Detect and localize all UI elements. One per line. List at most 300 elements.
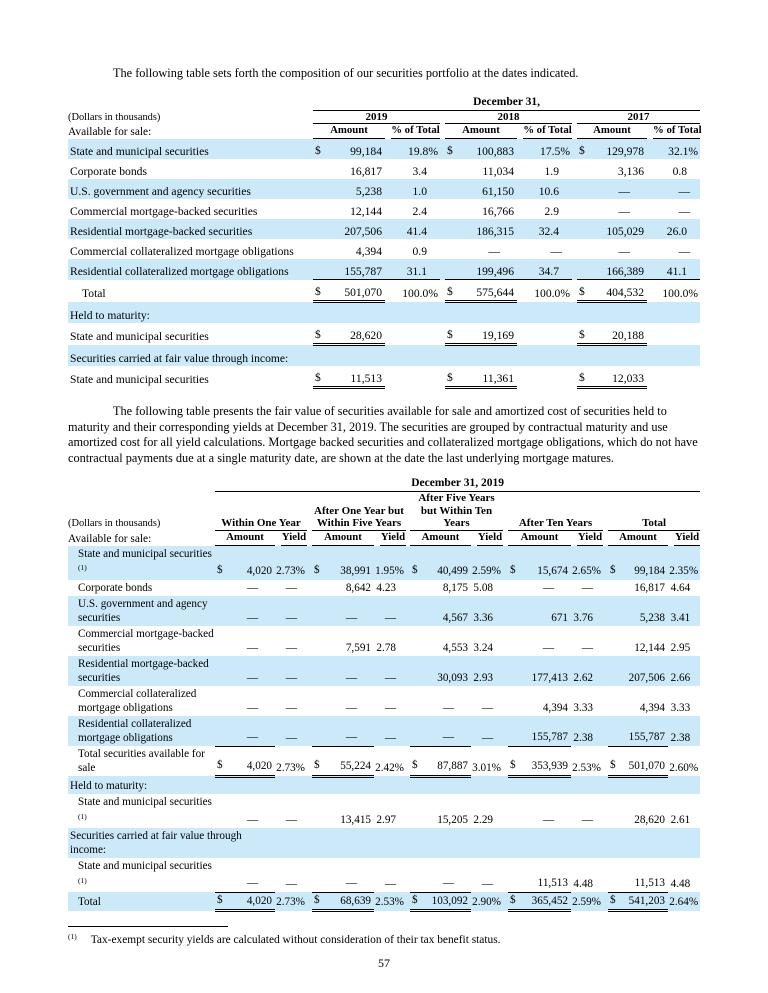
table-title-row <box>68 95 700 111</box>
cell-value: 4,020 <box>246 894 272 907</box>
cell-value: 2.97 <box>376 813 396 826</box>
column-header <box>508 530 571 546</box>
dollar-sign: $ <box>510 893 516 906</box>
dollar-sign: $ <box>412 759 418 772</box>
amount-cell <box>445 179 517 199</box>
available-for-sale-label: Available for sale: <box>68 126 152 139</box>
percent-cell <box>275 716 307 746</box>
column-header-label: Yield <box>380 531 406 546</box>
cell-value: 0.8 <box>672 164 688 178</box>
percent-cell <box>647 159 700 179</box>
percent-cell <box>517 280 572 302</box>
amount-cell <box>445 219 517 239</box>
cell-value: — <box>481 877 493 890</box>
amount-cell <box>410 746 471 776</box>
cell-value: 11,513 <box>350 371 382 385</box>
percent-cell <box>668 626 700 656</box>
amount-cell <box>215 746 275 776</box>
column-header <box>647 124 700 140</box>
amount-cell <box>577 280 647 302</box>
section-label-text: Held to maturity: <box>70 779 148 792</box>
cell-value: — <box>442 731 454 744</box>
footnote-text: Tax-exempt security yields are calculated without consideration of their tax benefit status. <box>90 934 501 947</box>
amount-cell <box>445 366 517 388</box>
percent-cell <box>647 323 700 345</box>
cell-value: — <box>384 671 396 684</box>
amount-cell <box>410 596 471 626</box>
cell-value: — <box>678 184 691 198</box>
percent-cell <box>374 686 406 716</box>
percent-cell <box>275 794 307 828</box>
securities-portfolio-table <box>68 95 700 390</box>
cell-value: 103,092 <box>431 894 468 907</box>
amount-cell <box>312 746 374 776</box>
cell-value: 7,591 <box>345 641 371 654</box>
dollar-sign: $ <box>315 284 321 298</box>
footnote-marker: (1) <box>68 932 77 942</box>
percent-cell <box>275 892 307 911</box>
amount-cell <box>313 139 385 159</box>
cell-value: 87,887 <box>437 760 468 773</box>
column-header-label: Amount <box>608 531 668 546</box>
cell-value: 3.41 <box>670 611 691 624</box>
percent-cell <box>471 686 503 716</box>
cell-value: 5.08 <box>473 581 493 594</box>
dollars-in-thousands-label: (Dollars in thousands) <box>68 518 161 530</box>
cell-value: 501,070 <box>344 285 382 299</box>
amount-cell <box>312 686 374 716</box>
row-label-text: U.S. government and agency securities <box>70 184 251 198</box>
percent-cell <box>571 858 603 892</box>
row-label <box>68 366 313 388</box>
cell-value: 34.7 <box>538 264 559 278</box>
dollar-sign: $ <box>314 564 320 577</box>
percent-cell <box>275 858 307 892</box>
percent-cell <box>385 139 440 159</box>
corner-blank <box>68 95 313 111</box>
percent-cell <box>471 746 503 776</box>
amount-cell <box>508 546 571 580</box>
cell-value: 16,817 <box>350 164 382 178</box>
cell-value: 3.01% <box>472 761 501 774</box>
amount-cell <box>508 794 571 828</box>
amount-cell <box>313 280 385 302</box>
cell-value: 3.33 <box>573 701 593 714</box>
cell-value: 2.9 <box>544 204 559 218</box>
amount-cell <box>215 626 275 656</box>
cell-value: 100.0% <box>534 287 570 301</box>
column-header-label: Yield <box>477 531 503 546</box>
amount-cell <box>312 794 374 828</box>
cell-value: — <box>246 611 258 624</box>
dollar-sign: $ <box>314 893 320 906</box>
column-header <box>385 124 440 140</box>
row-label <box>68 199 313 219</box>
percent-cell <box>374 546 406 580</box>
cell-value: 2.65% <box>572 565 601 578</box>
cell-value: — <box>285 611 297 624</box>
column-header <box>608 530 668 546</box>
cell-value: 2.66 <box>670 671 691 684</box>
table-row <box>68 716 700 746</box>
table-row <box>68 546 700 580</box>
cell-value: 2.78 <box>376 641 396 654</box>
amount-cell <box>608 686 668 716</box>
amount-cell <box>508 746 571 776</box>
cell-value: — <box>246 731 258 744</box>
percent-cell <box>517 259 572 280</box>
cell-value: 2.73% <box>276 896 305 909</box>
section-row <box>68 828 700 858</box>
table2-body <box>68 546 700 911</box>
cell-value: 2.29 <box>473 813 493 826</box>
cell-value: — <box>246 581 258 594</box>
column-header-row <box>68 530 700 546</box>
cell-value: 186,315 <box>476 224 514 238</box>
amount-cell <box>410 858 471 892</box>
table-row <box>68 858 700 892</box>
percent-cell <box>385 159 440 179</box>
cell-value: — <box>581 641 593 654</box>
cell-value: 2.38 <box>670 731 691 744</box>
percent-cell <box>668 656 700 686</box>
cell-value: 19,169 <box>482 328 514 342</box>
amount-cell <box>577 366 647 388</box>
percent-cell <box>668 546 700 580</box>
column-header-label: Amount <box>410 531 471 546</box>
dollar-sign: $ <box>315 327 321 341</box>
cell-value: 4,394 <box>355 244 382 258</box>
cell-value: 2.53% <box>572 761 601 774</box>
amount-cell <box>445 159 517 179</box>
cell-value: 671 <box>551 611 568 624</box>
cell-value: — <box>618 244 630 258</box>
percent-cell <box>647 179 700 199</box>
dollar-sign: $ <box>510 759 516 772</box>
amount-cell <box>312 716 374 746</box>
cell-value: 4,394 <box>639 701 665 714</box>
cell-value: 365,452 <box>531 894 568 907</box>
column-header <box>275 530 307 546</box>
cell-value: 353,939 <box>531 760 568 773</box>
amount-cell <box>608 794 668 828</box>
dollar-sign: $ <box>315 370 321 384</box>
cell-value: 68,639 <box>340 894 371 907</box>
page-number: 57 <box>378 956 390 970</box>
footnote-reference: (1) <box>78 563 87 573</box>
column-header-label: Amount <box>312 531 374 546</box>
amount-cell <box>313 179 385 199</box>
amount-cell <box>608 546 668 580</box>
percent-cell <box>517 366 572 388</box>
cell-value: 12,144 <box>350 204 382 218</box>
cell-value: 4,020 <box>246 760 272 773</box>
amount-cell <box>508 716 571 746</box>
amount-cell <box>445 323 517 345</box>
percent-cell <box>647 280 700 302</box>
percent-cell <box>385 280 440 302</box>
table-row <box>68 626 700 656</box>
cell-value: 2.35% <box>669 565 699 578</box>
column-header-label: % of Total <box>523 124 572 139</box>
percent-cell <box>385 323 440 345</box>
dollar-sign: $ <box>579 370 585 384</box>
percent-cell <box>647 239 700 259</box>
cell-value: — <box>581 813 593 826</box>
row-label-text: U.S. government and agency securities <box>78 598 208 624</box>
row-label-text: Corporate bonds <box>78 581 153 594</box>
row-label-text: Commercial mortgage-backed securities <box>78 628 214 654</box>
percent-cell <box>471 626 503 656</box>
amount-cell <box>445 280 517 302</box>
cell-value: 177,413 <box>531 671 568 684</box>
cell-value: 3.33 <box>670 701 691 714</box>
footnote-reference: (1) <box>78 811 87 821</box>
row-label <box>68 716 215 746</box>
section-label-text: Securities carried at fair value through income: <box>70 351 289 365</box>
dollar-sign: $ <box>610 564 616 577</box>
cell-value: 2.60% <box>669 761 699 774</box>
cell-value: — <box>581 581 593 594</box>
cell-value: 2.61 <box>670 813 691 826</box>
cell-value: 26.0 <box>666 224 688 238</box>
amount-cell <box>608 596 668 626</box>
row-label-text: Total <box>82 287 106 301</box>
percent-cell <box>275 746 307 776</box>
table1-header <box>68 95 700 140</box>
row-label-text: State and municipal securities $^{(1)}$ <box>78 860 212 885</box>
row-label <box>68 139 313 159</box>
table-row <box>68 656 700 686</box>
cell-value: 105,029 <box>606 224 644 238</box>
cell-value: 19.8% <box>408 144 438 158</box>
amount-cell <box>312 626 374 656</box>
cell-value: 20,188 <box>612 328 644 342</box>
dollar-sign: $ <box>412 564 418 577</box>
cell-value: — <box>550 244 562 258</box>
amount-cell <box>410 546 471 580</box>
percent-cell <box>571 892 603 911</box>
table-title-row <box>68 476 700 492</box>
column-header-label: Amount <box>215 531 275 546</box>
amount-cell <box>410 656 471 686</box>
row-label-text: State and municipal securities $^{(1)}$ <box>78 796 212 821</box>
column-header <box>445 124 517 140</box>
table-row <box>68 139 700 159</box>
cell-value: 8,175 <box>442 581 468 594</box>
row-label <box>68 159 313 179</box>
row-label-text: Corporate bonds <box>70 164 147 178</box>
dollar-sign: $ <box>579 284 585 298</box>
cell-value: 32.4 <box>538 224 559 238</box>
group-header-row <box>68 492 700 531</box>
cell-value: 2.4 <box>412 204 427 218</box>
cell-value: 5,238 <box>639 611 665 624</box>
cell-value: 1.95% <box>375 565 404 578</box>
cell-value: 2.64% <box>669 896 699 909</box>
percent-cell <box>385 199 440 219</box>
percent-cell <box>517 179 572 199</box>
cell-value: — <box>285 731 297 744</box>
row-label <box>68 580 215 597</box>
cell-value: 4,394 <box>542 701 568 714</box>
row-label <box>68 656 215 686</box>
cell-value: — <box>618 184 630 198</box>
percent-cell <box>374 626 406 656</box>
cell-value: — <box>542 641 554 654</box>
cell-value: — <box>384 611 396 624</box>
amount-cell <box>410 892 471 911</box>
cell-value: 2.38 <box>573 731 593 744</box>
cell-value: 11,361 <box>482 371 514 385</box>
percent-cell <box>668 596 700 626</box>
percent-cell <box>275 656 307 686</box>
dollars-in-thousands-label: (Dollars in thousands) <box>68 111 161 123</box>
amount-cell <box>608 716 668 746</box>
section-label-text: Held to maturity: <box>70 308 150 322</box>
dollar-sign: $ <box>217 759 223 772</box>
percent-cell <box>374 596 406 626</box>
cell-value: 2.62 <box>573 671 593 684</box>
cell-value: 3.36 <box>473 611 493 624</box>
row-label <box>68 219 313 239</box>
section-label <box>68 828 700 858</box>
row-label-text: Total <box>78 896 101 909</box>
amount-cell <box>577 323 647 345</box>
row-label <box>68 596 215 626</box>
dollar-sign: $ <box>314 759 320 772</box>
cell-value: 2.95 <box>670 641 691 654</box>
cell-value: — <box>678 244 691 258</box>
amount-cell <box>312 656 374 686</box>
percent-cell <box>517 239 572 259</box>
cell-value: 11,513 <box>537 877 568 890</box>
footnote <box>68 930 700 947</box>
percent-cell <box>471 596 503 626</box>
cell-value: 41.4 <box>406 224 427 238</box>
cell-value: 2.73% <box>276 565 305 578</box>
row-label <box>68 323 313 345</box>
cell-value: 4.48 <box>573 877 593 890</box>
cell-value: 4,567 <box>442 611 468 624</box>
percent-cell <box>668 746 700 776</box>
cell-value: — <box>678 204 691 218</box>
percent-cell <box>571 716 603 746</box>
cell-value: 15,674 <box>537 565 568 578</box>
percent-cell <box>647 259 700 280</box>
cell-value: 30,093 <box>437 671 468 684</box>
column-header <box>577 124 647 140</box>
cell-value: 12,144 <box>634 641 665 654</box>
amount-cell <box>508 858 571 892</box>
cell-value: 12,033 <box>612 371 644 385</box>
corner-blank <box>68 476 215 492</box>
dollar-sign: $ <box>217 564 223 577</box>
cell-value: 2.93 <box>473 671 493 684</box>
table2-header <box>68 476 700 546</box>
table-row <box>68 280 700 302</box>
cell-value: — <box>246 701 258 714</box>
dollar-sign: $ <box>447 327 453 341</box>
cell-value: — <box>285 877 297 890</box>
percent-cell <box>571 626 603 656</box>
intro-paragraph-1: The following table sets forth the composition of our securities portfolio at the dates indicated. <box>113 66 579 80</box>
percent-cell <box>471 656 503 686</box>
cell-value: 4,020 <box>246 565 272 578</box>
percent-cell <box>374 794 406 828</box>
group-header: 2018 <box>445 110 572 124</box>
cell-value: — <box>345 701 357 714</box>
cell-value: 32.1% <box>668 144 699 158</box>
cell-value: — <box>285 813 297 826</box>
percent-cell <box>517 323 572 345</box>
cell-value: 55,224 <box>340 760 371 773</box>
cell-value: — <box>345 877 357 890</box>
row-label <box>68 626 215 656</box>
column-header <box>313 124 385 140</box>
section-row <box>68 345 700 367</box>
cell-value: 0.9 <box>412 244 427 258</box>
percent-cell <box>275 546 307 580</box>
amount-cell <box>312 596 374 626</box>
cell-value: 155,787 <box>344 264 382 278</box>
row-label <box>68 259 313 280</box>
table-row <box>68 366 700 388</box>
cell-value: 28,620 <box>634 813 665 826</box>
securities-maturity-yield-table <box>68 476 700 912</box>
footnote-reference: (1) <box>78 875 87 885</box>
cell-value: — <box>345 671 357 684</box>
amount-cell <box>215 892 275 911</box>
column-header-label: Yield <box>674 531 700 546</box>
percent-cell <box>471 580 503 597</box>
column-header-label: Yield <box>577 531 603 546</box>
row-label-text: State and municipal securities <box>70 144 209 158</box>
cell-value: 41.1 <box>666 264 688 278</box>
row-label-text: Residential mortgage-backed securities <box>78 658 209 684</box>
cell-value: 31.1 <box>406 264 427 278</box>
row-label-text: State and municipal securities <box>70 330 209 344</box>
percent-cell <box>275 580 307 597</box>
column-header-label: Amount <box>445 124 517 139</box>
group-header: After Ten Years <box>508 492 603 531</box>
percent-cell <box>385 259 440 280</box>
amount-cell <box>215 686 275 716</box>
cell-value: 5,238 <box>355 184 382 198</box>
percent-cell <box>374 580 406 597</box>
cell-value: 199,496 <box>476 264 514 278</box>
cell-value: 575,644 <box>476 285 514 299</box>
percent-cell <box>385 366 440 388</box>
dollar-sign: $ <box>412 893 418 906</box>
amount-cell <box>577 139 647 159</box>
cell-value: 16,766 <box>482 204 514 218</box>
cell-value: 2.59% <box>572 896 601 909</box>
column-header <box>471 530 503 546</box>
row-label <box>68 546 215 580</box>
table-title: December 31, <box>313 95 700 111</box>
row-label-text: State and municipal securities <box>70 373 209 387</box>
amount-cell <box>608 656 668 686</box>
cell-value: 3,136 <box>617 164 644 178</box>
table-row <box>68 746 700 776</box>
amount-cell <box>313 219 385 239</box>
column-header <box>215 530 275 546</box>
cell-value: 15,205 <box>437 813 468 826</box>
table-row <box>68 686 700 716</box>
dollar-sign: $ <box>610 759 616 772</box>
cell-value: 99,184 <box>634 565 665 578</box>
